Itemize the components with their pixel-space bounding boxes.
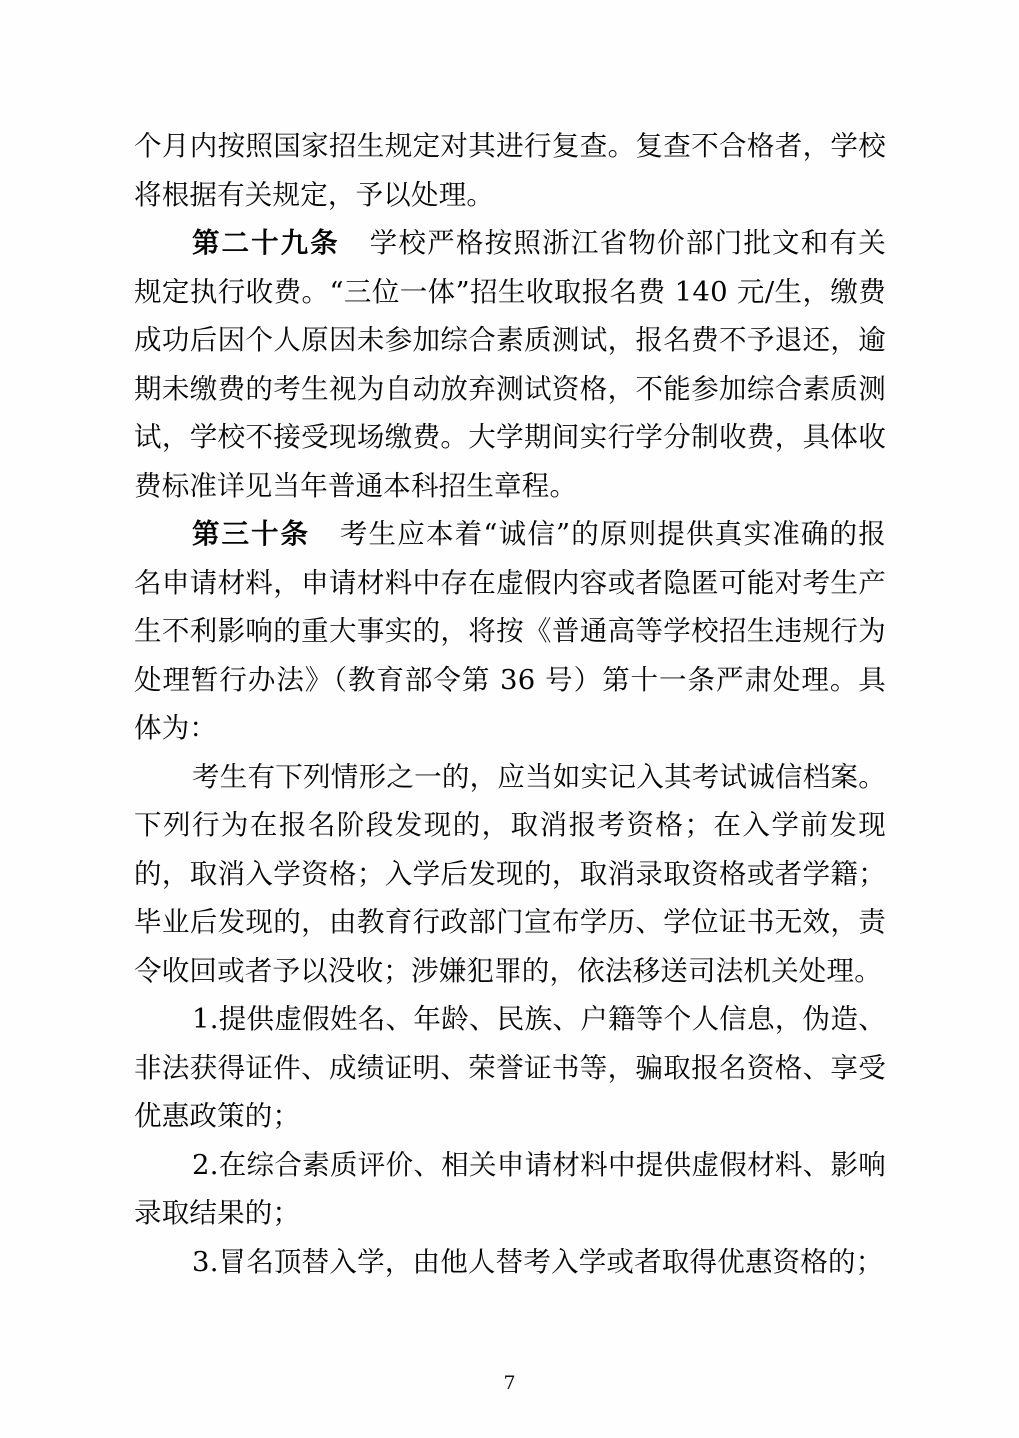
article-label-30: 第三十条 (192, 518, 311, 550)
paragraph-article-29 (134, 219, 886, 510)
paragraph-continuation (134, 122, 886, 219)
paragraph-text: 个月内按照国家招生规定对其进行复查。复查不合格者，学校将根据有关规定，予以处理。 (134, 130, 886, 211)
article-label-29: 第二十九条 (192, 227, 340, 259)
paragraph-text: 3.冒名顶替入学，由他人替考入学或者取得优惠资格的； (192, 1245, 884, 1278)
paragraph-text: 2.在综合素质评价、相关申请材料中提供虚假材料、影响录取结果的； (134, 1148, 886, 1229)
paragraph-credit-file (134, 753, 886, 996)
paragraph-text: 1.提供虚假姓名、年龄、民族、户籍等个人信息，伪造、非法获得证件、成绩证明、荣誉证书等，骗取报名资格、享受优惠政策的； (134, 1003, 886, 1132)
page-body (134, 122, 886, 1286)
list-item-2 (134, 1141, 886, 1238)
paragraph-text: 考生有下列情形之一的，应当如实记入其考试诚信档案。下列行为在报名阶段发现的，取消报考资格；在入学前发现的，取消入学资格；入学后发现的，取消录取资格或者学籍；毕业后发现的，由教育行政部门宣布学历、学位证书无效，责令收回或者予以没收；涉嫌犯罪的，依法移送司法机关处理。 (134, 760, 886, 987)
paragraph-text: 考生应本着“诚信”的原则提供真实准确的报名申请材料，申请材料中存在虚假内容或者隐匿可能对考生产生不利影响的重大事实的，将按《普通高等学校招生违规行为处理暂行办法》（教育部令第 36 号）第十一条严肃处理。具体为： (134, 518, 886, 744)
page-number: 7 (503, 1372, 516, 1394)
paragraph-article-30 (134, 510, 886, 753)
list-item-1 (134, 995, 886, 1141)
list-item-3 (134, 1238, 886, 1287)
paragraph-text: 学校严格按照浙江省物价部门批文和有关规定执行收费。“三位一体”招生收取报名费 140 元/生，缴费成功后因个人原因未参加综合素质测试，报名费不予退还，逾期未缴费的考生视为自动放弃测试资格，不能参加综合素质测试，学校不接受现场缴费。大学期间实行学分制收费，具体收费标准详见当年普通本科招生章程。 (134, 227, 886, 502)
